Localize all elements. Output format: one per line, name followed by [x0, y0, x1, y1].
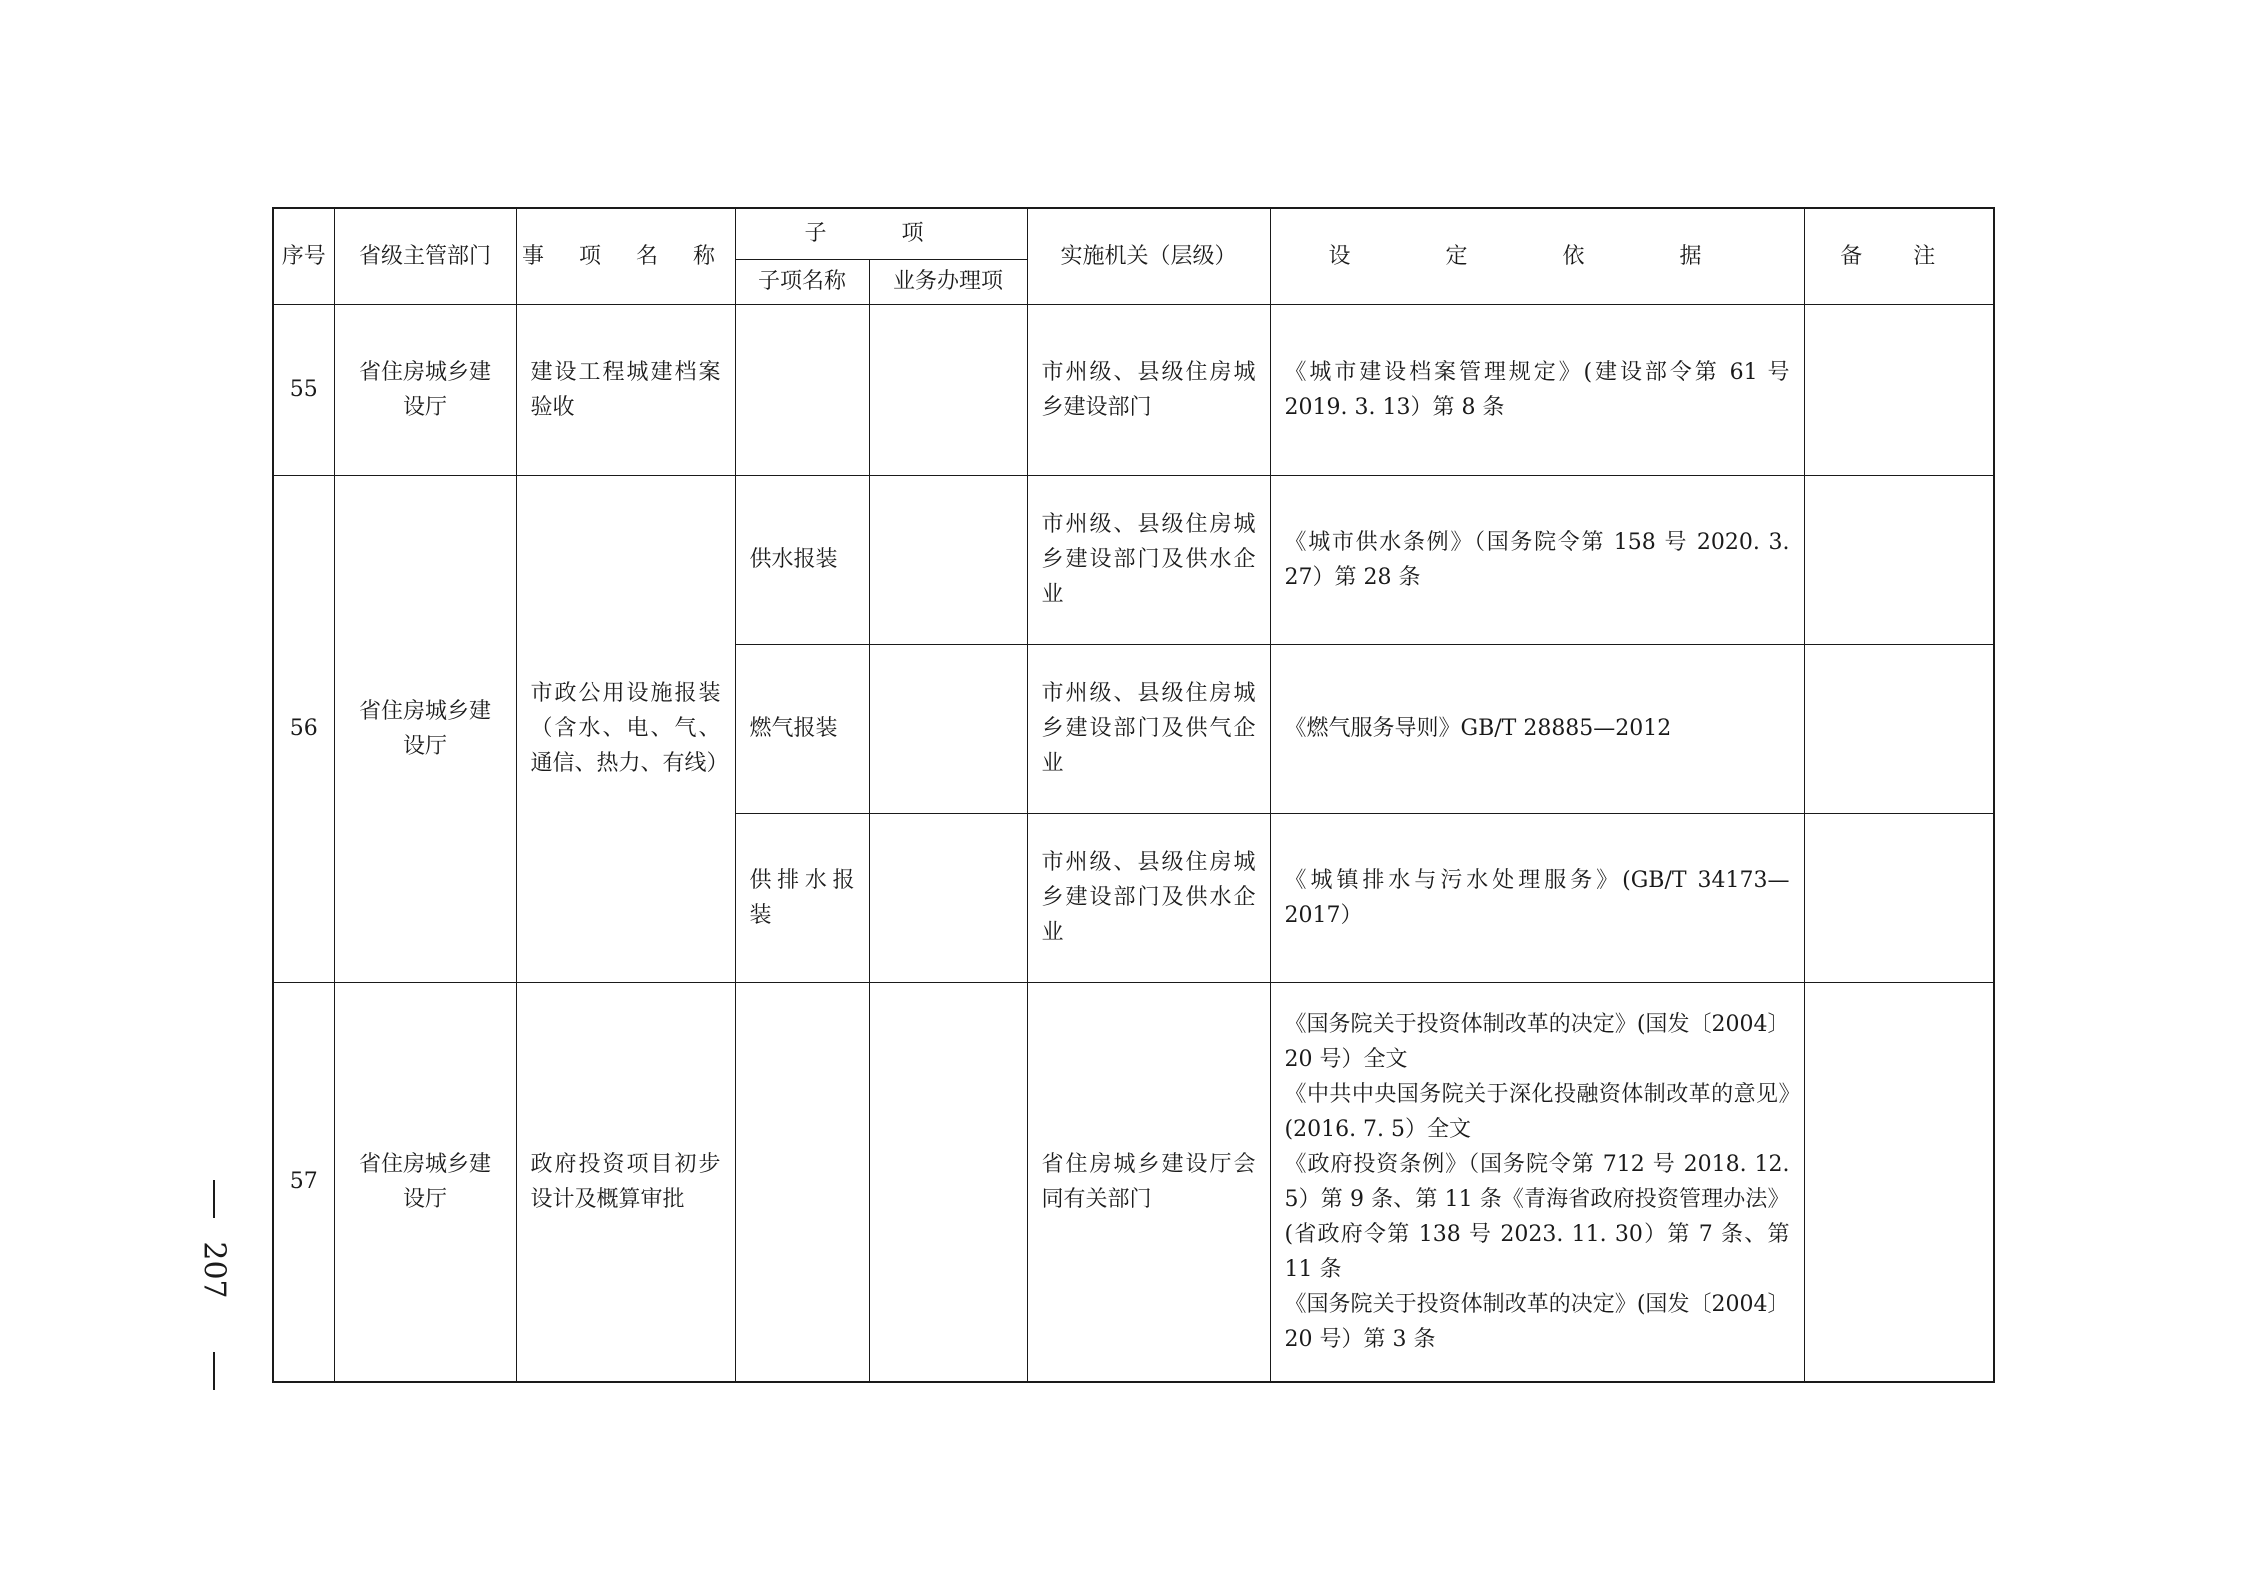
header-item-name: 事 项 名 称: [516, 208, 735, 304]
cell-remark: [1804, 982, 1994, 1382]
cell-agency: 市州级、县级住房城乡建设部门及供水企业: [1027, 475, 1270, 644]
cell-business: [869, 813, 1027, 982]
cell-business: [869, 982, 1027, 1382]
cell-item-name: 市政公用设施报装（含水、电、气、通信、热力、有线）: [516, 475, 735, 982]
header-business: 业务办理项: [869, 259, 1027, 304]
page-number-text: 207: [196, 1241, 232, 1299]
cell-basis: 《燃气服务导则》GB/T 28885—2012: [1270, 644, 1804, 813]
header-dept: 省级主管部门: [334, 208, 516, 304]
cell-item-name: 建设工程城建档案验收: [516, 304, 735, 475]
approval-items-table: [272, 207, 1995, 1383]
header-seq: 序号: [273, 208, 334, 304]
cell-seq: 55: [273, 304, 334, 475]
cell-sub-name: [735, 982, 869, 1382]
cell-sub-name: [735, 304, 869, 475]
page-number-dash-top: [213, 1180, 215, 1218]
table-row: [273, 982, 1994, 1382]
header-basis: 设 定 依 据: [1270, 208, 1804, 304]
cell-sub-name: 供排水报装: [735, 813, 869, 982]
cell-sub-name: 供水报装: [735, 475, 869, 644]
cell-item-name: 政府投资项目初步设计及概算审批: [516, 982, 735, 1382]
cell-basis: 《城镇排水与污水处理服务》(GB/T 34173—2017）: [1270, 813, 1804, 982]
cell-agency: 市州级、县级住房城乡建设部门及供气企业: [1027, 644, 1270, 813]
cell-basis: 《城市供水条例》（国务院令第 158 号 2020. 3. 27）第 28 条: [1270, 475, 1804, 644]
cell-seq: 57: [273, 982, 334, 1382]
cell-dept: 省住房城乡建设厅: [334, 982, 516, 1382]
table-row: [273, 475, 1994, 644]
cell-seq: 56: [273, 475, 334, 982]
header-remark: 备 注: [1804, 208, 1994, 304]
header-sub-name: 子项名称: [735, 259, 869, 304]
cell-business: [869, 475, 1027, 644]
cell-agency: 省住房城乡建设厅会同有关部门: [1027, 982, 1270, 1382]
page-number-dash-bottom: [213, 1352, 215, 1390]
cell-remark: [1804, 475, 1994, 644]
header-agency: 实施机关（层级）: [1027, 208, 1270, 304]
cell-remark: [1804, 813, 1994, 982]
table-row: [273, 304, 1994, 475]
cell-remark: [1804, 644, 1994, 813]
cell-basis: 《国务院关于投资体制改革的决定》(国发〔2004〕20 号）全文 《中共中央国务院关于深化投融资体制改革的意见》(2016. 7. 5）全文 《政府投资条例》（国务院令第 712 号 2018. 12. 5）第 9 条、第 11 条《青海省政府投资管理办法》(省政府令第 138 号 2023. 11. 30）第 7 条、第 11 条 《国务院关于投资体制改革的决定》(国发〔2004〕20 号）第 3 条: [1270, 982, 1804, 1382]
cell-dept: 省住房城乡建设厅: [334, 304, 516, 475]
cell-remark: [1804, 304, 1994, 475]
page-number: [189, 1180, 239, 1360]
cell-sub-name: 燃气报装: [735, 644, 869, 813]
cell-basis: 《城市建设档案管理规定》(建设部令第 61 号 2019. 3. 13）第 8 条: [1270, 304, 1804, 475]
cell-agency: 市州级、县级住房城乡建设部门及供水企业: [1027, 813, 1270, 982]
cell-business: [869, 304, 1027, 475]
cell-business: [869, 644, 1027, 813]
cell-dept: 省住房城乡建设厅: [334, 475, 516, 982]
cell-agency: 市州级、县级住房城乡建设部门: [1027, 304, 1270, 475]
header-sub: 子 项: [735, 208, 1027, 259]
